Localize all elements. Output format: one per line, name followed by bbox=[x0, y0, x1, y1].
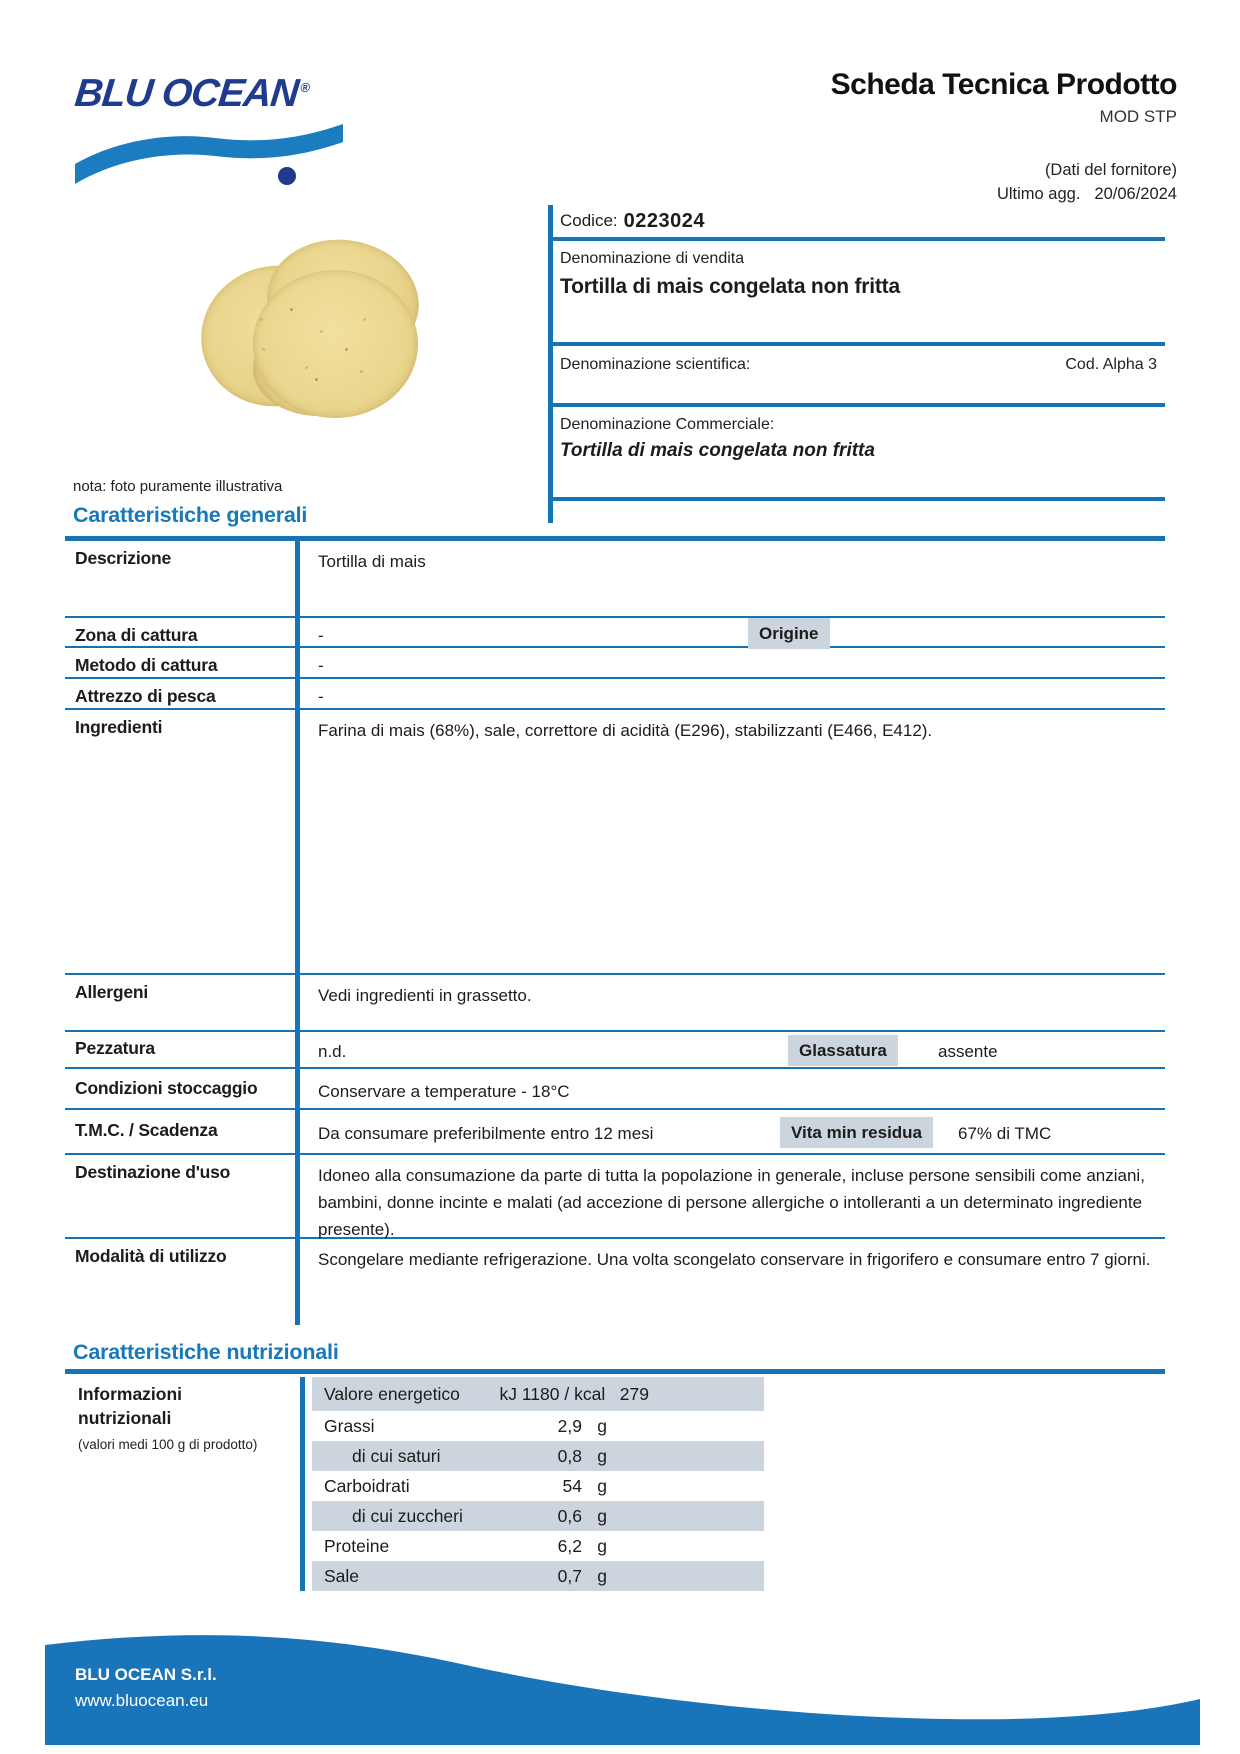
nutrient-label: di cui zuccheri bbox=[352, 1505, 463, 1526]
table-row-attrezzo-di-pesca bbox=[65, 679, 1165, 710]
table-row-metodo-di-cattura bbox=[65, 648, 1165, 679]
registered-mark: ® bbox=[299, 80, 310, 95]
nutrition-row-grassi bbox=[312, 1411, 764, 1441]
logo-wave-icon bbox=[75, 120, 347, 186]
nutrient-value: 54 bbox=[562, 1475, 582, 1496]
product-photo bbox=[195, 238, 425, 418]
nutrition-info-label bbox=[78, 1382, 293, 1452]
row-value: Vedi ingredienti in grassetto. bbox=[318, 986, 532, 1005]
sale-name: Tortilla di mais congelata non fritta bbox=[560, 275, 900, 298]
row-label: Descrizione bbox=[65, 541, 300, 616]
nutrition-info-line2: nutrizionali bbox=[78, 1408, 172, 1428]
table-row-modalita-utilizzo bbox=[65, 1239, 1165, 1325]
code-label: Codice: bbox=[560, 211, 618, 230]
vita-min-residua-value: 67% di TMC bbox=[958, 1124, 1052, 1143]
nutrient-value: 0,8 bbox=[557, 1445, 582, 1466]
footer bbox=[45, 1625, 1200, 1745]
row-value: Scongelare mediante refrigerazione. Una volta scongelato conservare in frigorifero e consumare entro 7 giorni. bbox=[318, 1250, 1151, 1269]
nutrient-value: 0,7 bbox=[557, 1565, 582, 1586]
nutrition-info-line1: Informazioni bbox=[78, 1384, 183, 1404]
nutrient-label: Valore energetico bbox=[324, 1383, 460, 1404]
sale-name-label: Denominazione di vendita bbox=[560, 250, 745, 267]
commercial-name-row bbox=[548, 407, 1165, 497]
supplier-note: (Dati del fornitore) bbox=[1044, 161, 1177, 179]
table-row-pezzatura bbox=[65, 1032, 1165, 1069]
divider bbox=[548, 497, 1165, 501]
nutrition-info-subnote: (valori medi 100 g di prodotto) bbox=[78, 1437, 258, 1452]
nutrient-unit: g bbox=[597, 1415, 607, 1436]
photo-speckle bbox=[345, 348, 348, 351]
scientific-name-label: Denominazione scientifica: bbox=[560, 356, 751, 373]
tortilla-image bbox=[253, 270, 418, 418]
nutrient-label: Grassi bbox=[324, 1415, 375, 1436]
nutrient-unit: g bbox=[597, 1445, 607, 1466]
last-update bbox=[831, 185, 1177, 204]
row-label: Zona di cattura bbox=[65, 618, 300, 646]
section-rule bbox=[65, 1369, 1165, 1374]
row-label: Allergeni bbox=[65, 975, 300, 1030]
table-row-descrizione bbox=[65, 541, 1165, 618]
document-header bbox=[831, 68, 1177, 204]
table-row-condizioni-stoccaggio bbox=[65, 1069, 1165, 1110]
table-row-ingredienti bbox=[65, 710, 1165, 975]
nutrient-unit: g bbox=[597, 1565, 607, 1586]
blu-ocean-logo bbox=[72, 72, 355, 192]
alpha-code: Cod. Alpha 3 bbox=[1065, 356, 1157, 373]
glassatura-value: assente bbox=[938, 1042, 998, 1061]
product-identification-block bbox=[548, 205, 1165, 501]
commercial-name: Tortilla di mais congelata non fritta bbox=[560, 440, 875, 461]
nutrition-table bbox=[312, 1377, 764, 1591]
last-update-date: 20/06/2024 bbox=[1094, 185, 1177, 203]
nutrient-unit: g bbox=[597, 1535, 607, 1556]
nutrition-row-proteine bbox=[312, 1531, 764, 1561]
logo-wordmark: BLU OCEAN® bbox=[72, 72, 310, 115]
nutrient-unit: g bbox=[597, 1475, 607, 1496]
doc-model-code: MOD STP bbox=[1099, 107, 1177, 126]
nutrition-section-heading: Caratteristiche nutrizionali bbox=[73, 1340, 339, 1364]
nutrition-divider bbox=[300, 1377, 305, 1591]
footer-website: www.bluocean.eu bbox=[75, 1691, 209, 1710]
nutrient-label: Proteine bbox=[324, 1535, 390, 1556]
row-value-text: n.d. bbox=[318, 1042, 347, 1061]
row-value: Farina di mais (68%), sale, correttore di acidità (E296), stabilizzanti (E466, E412). bbox=[318, 721, 933, 740]
vita-min-residua-badge: Vita min residua bbox=[780, 1117, 933, 1148]
row-label: Ingredienti bbox=[65, 710, 300, 973]
nutrient-value: 6,2 bbox=[557, 1535, 582, 1556]
table-row-allergeni bbox=[65, 975, 1165, 1032]
sale-name-row bbox=[548, 241, 1165, 342]
row-value: Tortilla di mais bbox=[318, 552, 426, 571]
row-value: - bbox=[318, 687, 324, 706]
last-update-label: Ultimo agg. bbox=[996, 185, 1081, 203]
scientific-name-row bbox=[548, 346, 1165, 403]
nutrition-row-di-cui-zuccheri bbox=[312, 1501, 764, 1531]
row-label: Metodo di cattura bbox=[65, 648, 300, 677]
row-label: Destinazione d'uso bbox=[65, 1155, 300, 1237]
table-row-tmc-scadenza bbox=[65, 1110, 1165, 1155]
page-title: Scheda Tecnica Prodotto bbox=[830, 68, 1177, 101]
row-label: Modalità di utilizzo bbox=[65, 1239, 300, 1325]
nutrition-row-di-cui-saturi bbox=[312, 1441, 764, 1471]
row-label: T.M.C. / Scadenza bbox=[65, 1110, 300, 1153]
row-label: Pezzatura bbox=[65, 1032, 300, 1067]
nutrient-label: Carboidrati bbox=[324, 1475, 410, 1496]
nutrition-row-valore-energetico bbox=[312, 1377, 764, 1411]
photo-speckle bbox=[315, 378, 318, 381]
origine-badge: Origine bbox=[748, 618, 830, 649]
nutrient-label: di cui saturi bbox=[352, 1445, 441, 1466]
nutrition-row-sale bbox=[312, 1561, 764, 1591]
row-label: Condizioni stoccaggio bbox=[65, 1069, 300, 1108]
table-row-destinazione-uso bbox=[65, 1155, 1165, 1239]
row-value-text: Da consumare preferibilmente entro 12 mesi bbox=[318, 1124, 654, 1143]
nutrient-unit: g bbox=[597, 1505, 607, 1526]
nutrient-value: 0,6 bbox=[557, 1505, 582, 1526]
row-value bbox=[300, 1110, 1165, 1153]
footer-company: BLU OCEAN S.r.l. bbox=[75, 1665, 217, 1684]
general-characteristics-table bbox=[65, 541, 1165, 1325]
photo-note: nota: foto puramente illustrativa bbox=[73, 478, 283, 495]
row-value bbox=[300, 1032, 1165, 1067]
product-code-row bbox=[548, 205, 1165, 237]
commercial-name-label: Denominazione Commerciale: bbox=[560, 416, 775, 433]
nutrient-value: 2,9 bbox=[557, 1415, 582, 1436]
row-value: Conservare a temperature - 18°C bbox=[318, 1082, 570, 1101]
row-label: Attrezzo di pesca bbox=[65, 679, 300, 708]
product-code: 0223024 bbox=[623, 209, 706, 232]
footer-wave-icon bbox=[45, 1625, 1200, 1745]
row-value: Idoneo alla consumazione da parte di tutta la popolazione in generale, incluse persone sensibili come anziani, bambini, donne incinte e malati (ad accezione di persone allergiche o intolleranti a un determinato ingrediente presente). bbox=[318, 1166, 1145, 1239]
nutrient-label: Sale bbox=[324, 1565, 360, 1586]
photo-speckle bbox=[290, 308, 293, 311]
row-value-text: - bbox=[318, 626, 324, 645]
table-row-zona-di-cattura bbox=[65, 618, 1165, 648]
nutrition-row-carboidrati bbox=[312, 1471, 764, 1501]
nutrient-value: kJ 1180 / kcal 279 bbox=[499, 1383, 649, 1404]
row-value: - bbox=[318, 656, 324, 675]
glassatura-badge: Glassatura bbox=[788, 1035, 898, 1066]
general-section-heading: Caratteristiche generali bbox=[73, 503, 308, 527]
row-value bbox=[300, 618, 1165, 646]
